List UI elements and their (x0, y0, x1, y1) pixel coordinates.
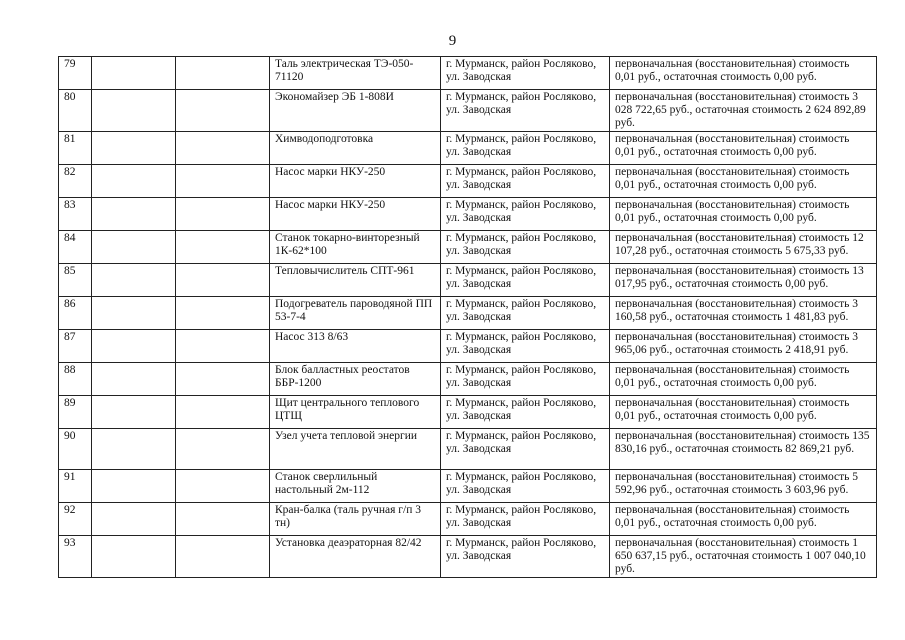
item-cost: первоначальная (восстановительная) стоимость 12 107,28 руб., остаточная стоимость 5 675,33 руб. (610, 231, 877, 264)
item-name: Блок балластных реостатов ББР-1200 (270, 363, 441, 396)
empty-cell (92, 198, 176, 231)
item-address: г. Мурманск, район Росляково, ул. Заводская (441, 330, 610, 363)
row-number: 92 (59, 503, 92, 536)
row-number: 84 (59, 231, 92, 264)
page-number: 9 (448, 33, 457, 49)
item-address: г. Мурманск, район Росляково, ул. Заводская (441, 57, 610, 90)
empty-cell (92, 330, 176, 363)
item-address: г. Мурманск, район Росляково, ул. Заводская (441, 132, 610, 165)
empty-cell (92, 165, 176, 198)
row-number: 83 (59, 198, 92, 231)
empty-cell (176, 503, 270, 536)
item-name: Тепловычислитель СПТ-961 (270, 264, 441, 297)
empty-cell (176, 330, 270, 363)
table-row (59, 396, 877, 429)
empty-cell (176, 396, 270, 429)
row-number: 90 (59, 429, 92, 470)
empty-cell (92, 132, 176, 165)
empty-cell (92, 470, 176, 503)
empty-cell (92, 396, 176, 429)
row-number: 79 (59, 57, 92, 90)
empty-cell (92, 363, 176, 396)
empty-cell (176, 198, 270, 231)
item-address: г. Мурманск, район Росляково, ул. Заводская (441, 536, 610, 578)
empty-cell (176, 264, 270, 297)
row-number: 89 (59, 396, 92, 429)
item-address: г. Мурманск, район Росляково, ул. Заводская (441, 429, 610, 470)
item-cost: первоначальная (восстановительная) стоимость 3 965,06 руб., остаточная стоимость 2 418,91 руб. (610, 330, 877, 363)
table-row (59, 264, 877, 297)
table-row (59, 198, 877, 231)
table-row (59, 330, 877, 363)
empty-cell (176, 231, 270, 264)
empty-cell (176, 363, 270, 396)
empty-cell (92, 264, 176, 297)
item-address: г. Мурманск, район Росляково, ул. Заводская (441, 297, 610, 330)
row-number: 86 (59, 297, 92, 330)
item-name: Установка деаэраторная 82/42 (270, 536, 441, 578)
property-table (58, 56, 877, 578)
item-name: Подогреватель пароводяной ПП 53-7-4 (270, 297, 441, 330)
item-address: г. Мурманск, район Росляково, ул. Заводская (441, 165, 610, 198)
row-number: 82 (59, 165, 92, 198)
empty-cell (92, 429, 176, 470)
empty-cell (92, 503, 176, 536)
empty-cell (176, 57, 270, 90)
item-cost: первоначальная (восстановительная) стоимость 1 650 637,15 руб., остаточная стоимость 1 007 040,10 руб. (610, 536, 877, 578)
row-number: 93 (59, 536, 92, 578)
item-cost: первоначальная (восстановительная) стоимость 3 028 722,65 руб., остаточная стоимость 2 624 892,89 руб. (610, 90, 877, 132)
empty-cell (92, 231, 176, 264)
item-address: г. Мурманск, район Росляково, ул. Заводская (441, 470, 610, 503)
table-row (59, 363, 877, 396)
item-name: Химводоподготовка (270, 132, 441, 165)
item-cost: первоначальная (восстановительная) стоимость 0,01 руб., остаточная стоимость 0,00 руб. (610, 57, 877, 90)
item-cost: первоначальная (восстановительная) стоимость 135 830,16 руб., остаточная стоимость 82 869,21 руб. (610, 429, 877, 470)
empty-cell (176, 90, 270, 132)
row-number: 91 (59, 470, 92, 503)
empty-cell (92, 297, 176, 330)
empty-cell (176, 297, 270, 330)
table-row (59, 231, 877, 264)
item-address: г. Мурманск, район Росляково, ул. Заводская (441, 503, 610, 536)
item-address: г. Мурманск, район Росляково, ул. Заводская (441, 264, 610, 297)
item-cost: первоначальная (восстановительная) стоимость 3 160,58 руб., остаточная стоимость 1 481,83 руб. (610, 297, 877, 330)
item-name: Станок токарно-винторезный 1К-62*100 (270, 231, 441, 264)
row-number: 80 (59, 90, 92, 132)
table-row (59, 165, 877, 198)
item-name: Станок сверлильный настольный 2м-112 (270, 470, 441, 503)
table-row (59, 536, 877, 578)
item-cost: первоначальная (восстановительная) стоимость 0,01 руб., остаточная стоимость 0,00 руб. (610, 165, 877, 198)
empty-cell (176, 536, 270, 578)
item-cost: первоначальная (восстановительная) стоимость 0,01 руб., остаточная стоимость 0,00 руб. (610, 363, 877, 396)
table-row (59, 90, 877, 132)
row-number: 88 (59, 363, 92, 396)
item-name: Щит центрального теплового ЦТЩ (270, 396, 441, 429)
item-name: Экономайзер ЭБ 1-808И (270, 90, 441, 132)
table-row (59, 57, 877, 90)
empty-cell (176, 470, 270, 503)
item-cost: первоначальная (восстановительная) стоимость 0,01 руб., остаточная стоимость 0,00 руб. (610, 503, 877, 536)
empty-cell (176, 132, 270, 165)
item-address: г. Мурманск, район Росляково, ул. Заводская (441, 90, 610, 132)
table-row (59, 429, 877, 470)
item-name: Насос марки НКУ-250 (270, 165, 441, 198)
table-row (59, 503, 877, 536)
empty-cell (92, 536, 176, 578)
empty-cell (92, 57, 176, 90)
row-number: 85 (59, 264, 92, 297)
item-cost: первоначальная (восстановительная) стоимость 0,01 руб., остаточная стоимость 0,00 руб. (610, 132, 877, 165)
row-number: 81 (59, 132, 92, 165)
item-cost: первоначальная (восстановительная) стоимость 0,01 руб., остаточная стоимость 0,00 руб. (610, 396, 877, 429)
item-name: Узел учета тепловой энергии (270, 429, 441, 470)
item-address: г. Мурманск, район Росляково, ул. Заводская (441, 231, 610, 264)
table-row (59, 470, 877, 503)
item-name: Насос 313 8/63 (270, 330, 441, 363)
item-name: Насос марки НКУ-250 (270, 198, 441, 231)
empty-cell (176, 429, 270, 470)
item-cost: первоначальная (восстановительная) стоимость 0,01 руб., остаточная стоимость 0,00 руб. (610, 198, 877, 231)
table-row (59, 132, 877, 165)
item-name: Таль электрическая ТЭ-050-71120 (270, 57, 441, 90)
row-number: 87 (59, 330, 92, 363)
item-address: г. Мурманск, район Росляково, ул. Заводская (441, 396, 610, 429)
item-address: г. Мурманск, район Росляково, ул. Заводская (441, 198, 610, 231)
item-cost: первоначальная (восстановительная) стоимость 5 592,96 руб., остаточная стоимость 3 603,96 руб. (610, 470, 877, 503)
item-address: г. Мурманск, район Росляково, ул. Заводская (441, 363, 610, 396)
empty-cell (176, 165, 270, 198)
item-cost: первоначальная (восстановительная) стоимость 13 017,95 руб., остаточная стоимость 0,00 руб. (610, 264, 877, 297)
empty-cell (92, 90, 176, 132)
item-name: Кран-балка (таль ручная г/п 3 тн) (270, 503, 441, 536)
table-row (59, 297, 877, 330)
